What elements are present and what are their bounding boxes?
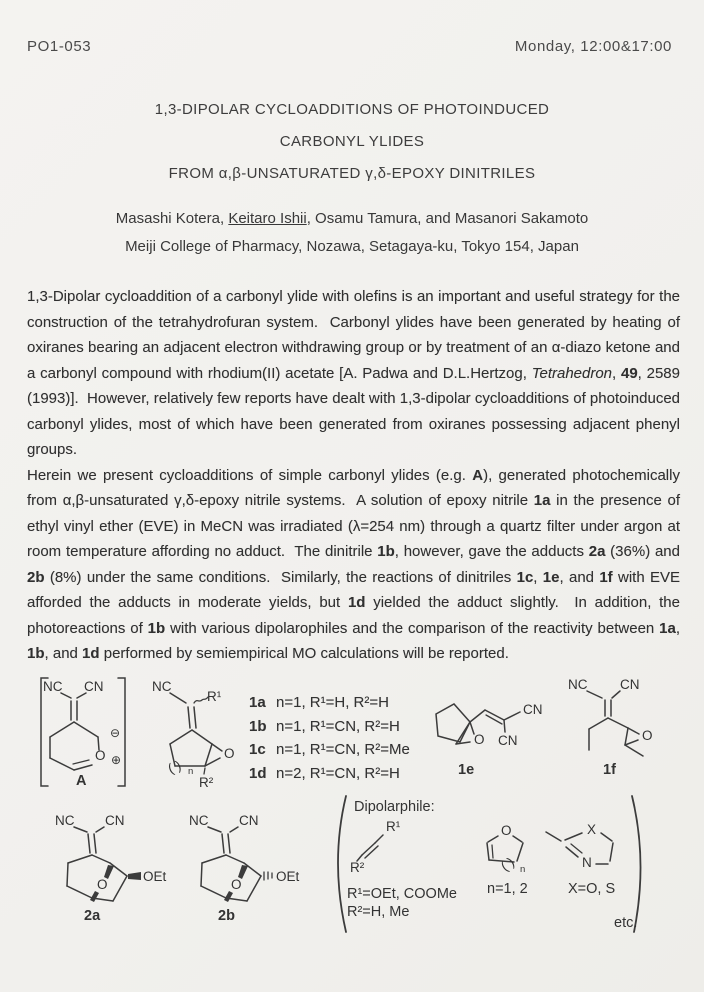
atom-label: CN [620,677,640,692]
structure-label: 2b [218,908,235,924]
epoxide-oxygen: O [224,746,235,761]
x-values: X=O, S [568,881,616,897]
variant-row [249,738,410,762]
cyclopentane-ring [436,704,470,742]
atom-label: CN [523,702,543,717]
cyclic-enol-ether [487,823,528,897]
variant-desc: n=2, R¹=CN, R²=H [276,764,400,782]
alkene-dipolarophile [350,819,401,875]
variant-desc: n=1, R¹=CN, R²=Me [276,741,410,758]
session-schedule: Monday, 12:00&17:00 [514,38,672,55]
plus-charge-icon: ⊕ [111,753,122,767]
title-line-1: 1,3-DIPOLAR CYCLOADDITIONS OF PHOTOINDUCED [154,101,550,118]
atom-label: NC [152,679,172,694]
atom-label: CN [105,813,125,828]
wedge-bond-oet [128,872,141,880]
paragraph-1: 1,3-Dipolar cycloaddition of a carbonyl ylide with olefins is an important and useful strategy for the construction of the tetrahydrofuran system. Carbonyl ylides have been generated by heating of oxiranes bearing an adjacent electron withdrawing group or by treatment of an α-diazo ketone and a carbonyl compound with rhodium(II) acetate [A. Padwa and D.L.Hertzog, Tetrahedron, 49, 2589 (1993)]. However, relatively few reports have dealt with 1,3-dipolar cycloadditions of photoinduced carbonyl ylides, most of which have been generated from oxiranes possessing adjacent phenyl groups. [27,288,680,458]
bridge-oxygen: O [231,877,242,892]
title-line-2: CARBONYL YLIDES [279,133,425,150]
substituent-r1: R¹ [207,689,222,704]
dipolarophile-heading: Dipolarphile: [354,799,435,815]
oet-group: OEt [143,869,167,884]
structure-label: 1e [458,762,475,778]
substituent-r2: R² [350,860,365,875]
affiliation: Meiji College of Pharmacy, Nozawa, Setagaya-ku, Tokyo 154, Japan [125,238,579,255]
wedge-bond [224,891,233,902]
variant-list [249,691,410,785]
atom-label: CN [498,733,518,748]
ring-size-n: n [520,864,526,875]
title-line-3: FROM α,β-UNSATURATED γ,δ-EPOXY DINITRILES [168,165,536,182]
ring-oxygen: O [95,748,106,763]
author-list: Masashi Kotera, Keitaro Ishii, Osamu Tamura, and Masanori Sakamoto [115,210,589,227]
compound-id: 1c [249,741,266,758]
structure-1f [556,672,666,778]
close-paren [632,796,641,932]
ring-nitrogen: N [582,855,592,870]
atom-label: NC [568,677,588,692]
paragraph-2: Herein we present cycloadditions of simple carbonyl ylides (e.g. A), generated photochemically from α,β-unsaturated γ,δ-epoxy nitrile systems. A solution of epoxy nitrile 1a in the presence of ethyl vinyl ether (EVE) in MeCN was irradiated (λ=254 nm) through a quartz filter under argon at room temperature affording no adduct. The dinitrile 1b, however, gave the adducts 2a (36%) and 2b (8%) under the same conditions. Similarly, the reactions of dinitriles 1c, 1e, and 1f with EVE afforded the adducts in moderate yields, but 1d yielded the adduct slightly. In addition, the photoreactions of 1b with various dipolarophiles and the comparison of the reactivity between 1a, 1b, and 1d performed by semiempirical MO calculations will be reported. [27,466,681,662]
epoxide-oxygen: O [474,732,485,747]
etc-label: etc. [614,915,638,931]
azoline-dipolarophile [546,822,615,897]
atom-label: CN [84,679,104,694]
hash-bond-oet [264,872,272,880]
variant-row [249,762,410,786]
variant-row [249,691,410,715]
ring-size-parens: ( ) [498,854,518,874]
atom-label: NC [43,679,63,694]
structure-label: A [76,773,87,789]
variant-row [249,715,410,739]
bridge-oxygen: O [97,877,108,892]
r2-values: R²=H, Me [347,904,410,920]
structure-1-generic [148,674,248,792]
ring-size-n: n [188,766,194,777]
substituent-r2: R² [199,775,214,790]
structure-1e [432,692,552,784]
dipolarophile-group [320,790,648,940]
abstract-code: PO1-053 [27,38,92,55]
furan-n-values: n=1, 2 [487,881,528,897]
structure-a-carbonyl-ylide [26,668,138,792]
compound-id: 1a [249,694,266,711]
open-paren [338,796,346,932]
structure-2b [164,808,312,926]
atom-label: NC [55,813,75,828]
wedge-bond [90,891,99,902]
variant-desc: n=1, R¹=H, R²=H [276,694,389,711]
left-bracket [41,678,48,786]
structure-label: 1f [603,762,616,778]
ring-oxygen: O [501,823,512,838]
ring-size-parens: ( ) [165,757,184,777]
minus-charge-icon: ⊖ [110,726,121,740]
variant-desc: n=1, R¹=CN, R²=H [276,717,400,735]
squiggle-bond [194,697,208,703]
epoxide-oxygen: O [642,728,653,743]
compound-id: 1d [249,764,267,782]
compound-id: 1b [249,717,267,735]
r1-values: R¹=OEt, COOMe [347,886,457,902]
structure-2a [30,808,178,926]
substituent-r1: R¹ [386,819,401,834]
atom-label: CN [239,813,259,828]
hetero-x: X [587,822,597,837]
structure-label: 2a [84,908,101,924]
atom-label: NC [189,813,209,828]
oet-group: OEt [276,869,300,884]
